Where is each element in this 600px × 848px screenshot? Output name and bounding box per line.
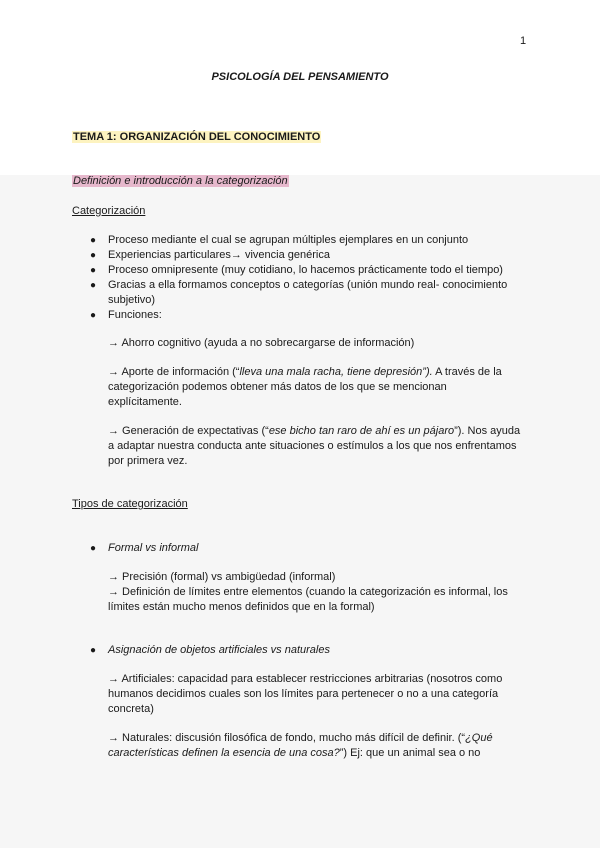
page-number: 1 (520, 35, 527, 47)
topic-title: TEMA 1: ORGANIZACIÓN DEL CONOCIMIENTO (73, 131, 321, 143)
naturales-line1: → Naturales: discusión filosófica de fondo, mucho más difícil de definir. (“¿Qué (108, 732, 493, 744)
bullet-icon: ● (90, 250, 97, 261)
formal-line1: → Precisión (formal) vs ambigüedad (informal) (108, 571, 336, 583)
list-item: Funciones: (108, 309, 162, 321)
function-aporte: → Aporte de información (“lleva una mala racha, tiene depresión”). A través de la (108, 366, 502, 378)
artificiales-line3: concreta) (108, 703, 154, 715)
naturales-line2: características definen la esencia de una cosa?”) Ej: que un animal sea o no (108, 747, 481, 759)
list-item: Proceso omnipresente (muy cotidiano, lo hacemos prácticamente todo el tiempo) (108, 264, 503, 276)
function-expectativas-line2: a adaptar nuestra conducta ante situaciones o estímulos a los que nos enfrentamos (108, 440, 517, 452)
artificiales-line2: humanos decidimos cuales son los límites para pertenecer o no a una categoría (108, 688, 499, 700)
bullet-icon: ● (90, 645, 97, 656)
section-title: Definición e introducción a la categorización (73, 175, 288, 187)
document-title: PSICOLOGÍA DEL PENSAMIENTO (211, 71, 389, 83)
list-item-continuation: subjetivo) (108, 294, 156, 306)
bullet-icon: ● (90, 310, 97, 321)
function-aporte-line2: categorización podemos obtener más datos de los que se mencionan (108, 381, 447, 393)
list-item: Experiencias particulares→ vivencia genérica (108, 249, 330, 261)
list-item: Gracias a ella formamos conceptos o categorías (unión mundo real- conocimiento (108, 279, 508, 291)
function-expectativas: → Generación de expectativas (“ese bicho tan raro de ahí es un pájaro”). Nos ayuda (108, 425, 521, 437)
formal-line3: límites están mucho menos definidos que en la formal) (108, 601, 375, 613)
list-item: Proceso mediante el cual se agrupan múltiples ejemplares en un conjunto (108, 234, 469, 246)
artificiales-line1: → Artificiales: capacidad para establecer restricciones arbitrarias (nosotros como (108, 673, 503, 685)
function-ahorro: → Ahorro cognitivo (ayuda a no sobrecargarse de información) (108, 337, 415, 349)
function-expectativas-line3: por primera vez. (108, 455, 188, 467)
bullet-icon: ● (90, 265, 97, 276)
bullet-icon: ● (90, 543, 97, 554)
bullet-icon: ● (90, 280, 97, 291)
bullet-icon: ● (90, 235, 97, 246)
categorizacion-heading: Categorización (72, 205, 146, 217)
list-item: Formal vs informal (108, 542, 199, 554)
function-aporte-line3: explícitamente. (108, 396, 182, 408)
list-item: Asignación de objetos artificiales vs naturales (108, 644, 330, 656)
formal-line2: → Definición de límites entre elementos (cuando la categorización es informal, los (108, 586, 508, 598)
tipos-heading: Tipos de categorización (72, 498, 188, 510)
